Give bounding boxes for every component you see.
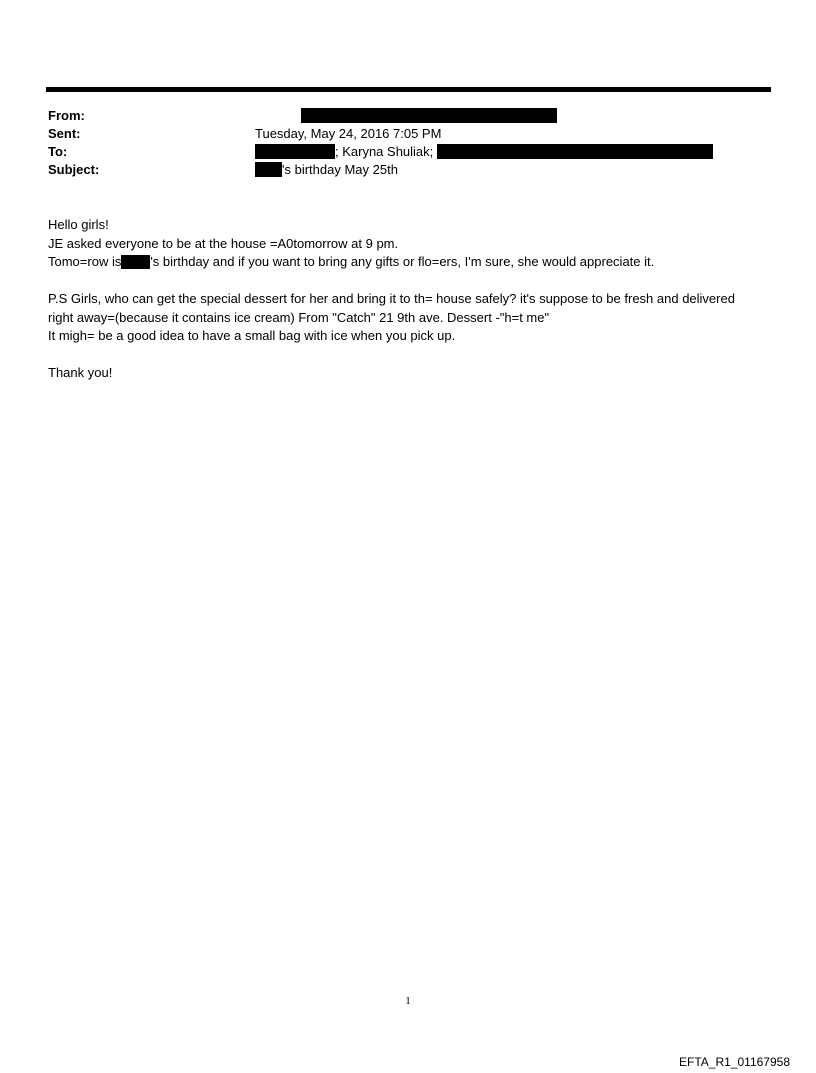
paragraph-gap (48, 272, 773, 291)
body-line: right away=(because it contains ice cream) From "Catch" 21 9th ave. Dessert -"h=t me" (48, 309, 550, 325)
paragraph-gap (48, 346, 773, 365)
signoff: Thank you! (48, 365, 113, 380)
sent-value: Tuesday, May 24, 2016 7:05 PM (255, 126, 442, 141)
body-line: JE asked everyone to be at the house =A0tomorrow at 9 pm. (48, 235, 399, 251)
subject-label: Subject: (48, 162, 100, 177)
subject-text: 's birthday May 25th (282, 162, 398, 177)
subject-value (255, 161, 398, 179)
redaction-box (437, 144, 713, 159)
document-id: EFTA_R1_01167958 (679, 1055, 790, 1069)
sent-label: Sent: (48, 126, 81, 141)
redaction-box (121, 255, 150, 269)
body-line-suffix: 's birthday and if you want to bring any gifts or flo=ers, I'm sure, she would appreciate it. (150, 254, 655, 269)
email-body (48, 216, 773, 383)
redaction-box (255, 144, 335, 159)
body-line: P.S Girls, who can get the special dessert for her and bring it to th= house safely? it's suppose to be fresh and delivered (48, 291, 735, 306)
body-line-prefix: Tomo=row is (48, 254, 122, 269)
page-number: 1 (405, 995, 411, 1007)
from-value (255, 107, 557, 125)
to-recipients-text: ; Karyna Shuliak; (335, 144, 434, 159)
from-label: From: (48, 108, 85, 123)
greeting: Hello girls! (48, 217, 109, 232)
redaction-box (255, 162, 282, 177)
body-line (48, 253, 773, 272)
to-value (255, 143, 713, 161)
redaction-box (301, 108, 557, 123)
to-label: To: (48, 144, 68, 159)
body-line: It migh= be a good idea to have a small bag with ice when you pick up. (48, 328, 456, 343)
header-divider (46, 87, 771, 92)
